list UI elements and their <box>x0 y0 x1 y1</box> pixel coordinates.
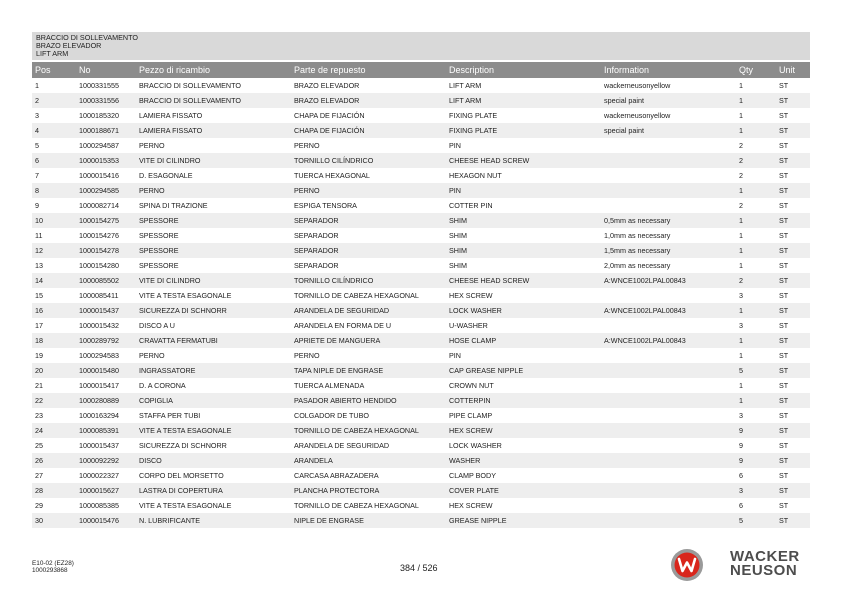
cell-italian-name: LAMIERA FISSATO <box>136 123 291 138</box>
table-header-row <box>32 62 810 78</box>
cell-pos: 9 <box>35 201 39 210</box>
cell-part-number: 1000085385 <box>79 501 119 510</box>
cell-description: HEXAGON NUT <box>449 171 502 180</box>
cell-unit: ST <box>779 351 789 360</box>
cell-description: SHIM <box>446 243 601 258</box>
cell-spanish-name: SEPARADOR <box>294 231 339 240</box>
cell-description: PIPE CLAMP <box>449 411 493 420</box>
cell-part-number: 1000022327 <box>79 471 119 480</box>
cell-qty: 1 <box>739 351 743 360</box>
cell-italian-name: DISCO <box>136 453 291 468</box>
cell-description: PIN <box>449 351 461 360</box>
cell-pos: 4 <box>32 123 76 138</box>
cell-qty: 1 <box>739 111 743 120</box>
cell-spanish-name: PLANCHA PROTECTORA <box>291 483 446 498</box>
table-row <box>32 333 810 348</box>
cell-information: A:WNCE1002LPAL00843 <box>601 333 736 348</box>
cell-spanish-name: PERNO <box>294 351 320 360</box>
cell-description: CAP GREASE NIPPLE <box>446 363 601 378</box>
cell-pos: 21 <box>35 381 43 390</box>
cell-italian-name: SPESSORE <box>136 213 291 228</box>
cell-unit: ST <box>779 441 789 450</box>
cell-italian-name: INGRASSATORE <box>136 363 291 378</box>
cell-qty: 1 <box>739 231 743 240</box>
cell-pos: 16 <box>32 303 76 318</box>
cell-part-number: 1000188671 <box>76 123 136 138</box>
cell-spanish-name: TAPA NIPLE DE ENGRASE <box>291 363 446 378</box>
cell-qty: 9 <box>736 453 776 468</box>
cell-unit: ST <box>776 123 810 138</box>
cell-information <box>601 363 736 378</box>
cell-italian-name: STAFFA PER TUBI <box>139 411 201 420</box>
cell-spanish-name: BRAZO ELEVADOR <box>294 81 360 90</box>
title-spanish: BRAZO ELEVADOR <box>36 41 102 50</box>
cell-part-number: 1000289792 <box>76 333 136 348</box>
table-row <box>32 288 810 303</box>
cell-pos: 30 <box>32 513 76 528</box>
cell-qty: 1 <box>736 243 776 258</box>
cell-spanish-name: CHAPA DE FIJACIÓN <box>294 111 365 120</box>
table-row <box>32 93 810 108</box>
cell-italian-name: SPESSORE <box>139 261 179 270</box>
cell-italian-name: CRAVATTA FERMATUBI <box>136 333 291 348</box>
parts-table-body <box>32 78 810 528</box>
table-row <box>32 243 810 258</box>
cell-pos: 25 <box>35 441 43 450</box>
cell-description: LOCK WASHER <box>446 303 601 318</box>
cell-italian-name: PERNO <box>139 351 165 360</box>
cell-description: HEX SCREW <box>449 501 493 510</box>
table-row <box>32 468 810 483</box>
cell-unit: ST <box>776 453 810 468</box>
cell-spanish-name: TORNILLO DE CABEZA HEXAGONAL <box>291 423 446 438</box>
cell-spanish-name: SEPARADOR <box>291 243 446 258</box>
cell-italian-name: VITE A TESTA ESAGONALE <box>139 501 232 510</box>
cell-part-number: 1000015437 <box>76 303 136 318</box>
cell-pos: 24 <box>32 423 76 438</box>
cell-unit: ST <box>779 261 789 270</box>
cell-spanish-name: PERNO <box>294 141 320 150</box>
table-row <box>32 348 810 363</box>
cell-pos: 8 <box>32 183 76 198</box>
cell-qty: 2 <box>739 171 743 180</box>
cell-pos: 6 <box>32 153 76 168</box>
cell-qty: 6 <box>739 471 743 480</box>
cell-information <box>601 483 736 498</box>
cell-unit: ST <box>779 321 789 330</box>
table-row <box>32 123 810 138</box>
cell-description: COTTER PIN <box>449 201 493 210</box>
cell-unit: ST <box>776 303 810 318</box>
cell-unit: ST <box>779 471 789 480</box>
cell-unit: ST <box>779 501 789 510</box>
table-row <box>32 483 810 498</box>
cell-description: WASHER <box>446 453 601 468</box>
cell-description: CHEESE HEAD SCREW <box>446 153 601 168</box>
cell-part-number: 1000015416 <box>79 171 119 180</box>
cell-qty: 1 <box>736 213 776 228</box>
col-header-unit: Unit <box>776 62 810 78</box>
cell-pos: 20 <box>32 363 76 378</box>
cell-italian-name: DISCO A U <box>139 321 175 330</box>
cell-description: SHIM <box>449 261 467 270</box>
cell-information <box>601 438 736 453</box>
table-row <box>32 168 810 183</box>
cell-information: A:WNCE1002LPAL00843 <box>601 273 736 288</box>
cell-part-number: 1000015480 <box>76 363 136 378</box>
cell-pos: 3 <box>35 111 39 120</box>
cell-italian-name: VITE DI CILINDRO <box>136 153 291 168</box>
cell-italian-name: BRACCIO DI SOLLEVAMENTO <box>139 81 241 90</box>
table-row <box>32 303 810 318</box>
cell-italian-name: SPESSORE <box>136 243 291 258</box>
cell-part-number: 1000015627 <box>76 483 136 498</box>
table-row <box>32 318 810 333</box>
cell-spanish-name: SEPARADOR <box>291 213 446 228</box>
cell-pos: 11 <box>35 231 43 240</box>
cell-qty: 3 <box>739 291 743 300</box>
cell-italian-name: PERNO <box>136 183 291 198</box>
cell-information <box>601 423 736 438</box>
cell-qty: 1 <box>736 123 776 138</box>
cell-description: PIN <box>446 183 601 198</box>
cell-information <box>601 513 736 528</box>
cell-part-number: 1000331556 <box>76 93 136 108</box>
cell-information <box>601 168 736 183</box>
cell-information: 1,0mm as necessary <box>604 231 671 240</box>
cell-unit: ST <box>776 333 810 348</box>
cell-pos: 13 <box>35 261 43 270</box>
cell-qty: 2 <box>739 141 743 150</box>
cell-unit: ST <box>776 513 810 528</box>
cell-information <box>601 393 736 408</box>
cell-information: special paint <box>601 123 736 138</box>
cell-spanish-name: ARANDELA EN FORMA DE U <box>294 321 392 330</box>
cell-unit: ST <box>779 381 789 390</box>
cell-unit: ST <box>776 393 810 408</box>
cell-information <box>601 153 736 168</box>
cell-pos: 5 <box>35 141 39 150</box>
table-row <box>32 138 810 153</box>
cell-information: 0,5mm as necessary <box>601 213 736 228</box>
cell-information <box>601 198 736 213</box>
cell-pos: 22 <box>32 393 76 408</box>
cell-part-number: 1000154275 <box>76 213 136 228</box>
cell-description: HEX SCREW <box>449 291 493 300</box>
cell-qty: 1 <box>739 261 743 270</box>
table-row <box>32 273 810 288</box>
table-row <box>32 423 810 438</box>
table-row <box>32 198 810 213</box>
cell-qty: 3 <box>739 321 743 330</box>
table-row <box>32 183 810 198</box>
cell-qty: 1 <box>736 93 776 108</box>
cell-qty: 9 <box>739 441 743 450</box>
cell-unit: ST <box>776 483 810 498</box>
cell-pos: 18 <box>32 333 76 348</box>
brand-line-2: NEUSON <box>730 562 798 579</box>
cell-italian-name: CORPO DEL MORSETTO <box>139 471 224 480</box>
cell-spanish-name: NIPLE DE ENGRASE <box>291 513 446 528</box>
table-row <box>32 438 810 453</box>
cell-unit: ST <box>779 231 789 240</box>
cell-italian-name: BRACCIO DI SOLLEVAMENTO <box>136 93 291 108</box>
cell-unit: ST <box>776 153 810 168</box>
cell-spanish-name: COLGADOR DE TUBO <box>294 411 369 420</box>
cell-spanish-name: PASADOR ABIERTO HENDIDO <box>291 393 446 408</box>
cell-spanish-name: ARANDELA <box>291 453 446 468</box>
table-row <box>32 108 810 123</box>
cell-pos: 19 <box>35 351 43 360</box>
cell-unit: ST <box>779 291 789 300</box>
cell-pos: 12 <box>32 243 76 258</box>
cell-pos: 2 <box>32 93 76 108</box>
cell-part-number: 1000154276 <box>79 231 119 240</box>
cell-information: wackerneusonyellow <box>604 81 671 90</box>
cell-unit: ST <box>779 201 789 210</box>
cell-unit: ST <box>779 81 789 90</box>
cell-spanish-name: ARANDELA DE SEGURIDAD <box>291 303 446 318</box>
cell-description: U-WASHER <box>449 321 488 330</box>
cell-unit: ST <box>776 183 810 198</box>
cell-part-number: 1000085391 <box>76 423 136 438</box>
cell-spanish-name: CHAPA DE FIJACIÓN <box>291 123 446 138</box>
cell-pos: 1 <box>35 81 39 90</box>
cell-description: CHEESE HEAD SCREW <box>446 273 601 288</box>
cell-qty: 5 <box>736 363 776 378</box>
table-row <box>32 393 810 408</box>
col-header-qty: Qty <box>736 62 776 78</box>
cell-description: HEX SCREW <box>446 423 601 438</box>
cell-spanish-name: CARCASA ABRAZADERA <box>294 471 379 480</box>
cell-pos: 10 <box>32 213 76 228</box>
cell-description: LIFT ARM <box>446 93 601 108</box>
cell-description: LOCK WASHER <box>449 441 502 450</box>
cell-information <box>601 348 736 363</box>
cell-unit: ST <box>779 171 789 180</box>
table-row <box>32 408 810 423</box>
cell-part-number: 1000331555 <box>79 81 119 90</box>
cell-qty: 2 <box>739 201 743 210</box>
cell-spanish-name: ESPIGA TENSORA <box>294 201 357 210</box>
cell-information: 1,5mm as necessary <box>601 243 736 258</box>
cell-unit: ST <box>776 273 810 288</box>
cell-pos: 14 <box>32 273 76 288</box>
cell-qty: 1 <box>739 81 743 90</box>
cell-description: FIXING PLATE <box>446 123 601 138</box>
title-italian: BRACCIO DI SOLLEVAMENTO <box>36 33 138 42</box>
section-title-block <box>32 32 810 60</box>
cell-part-number: 1000154278 <box>76 243 136 258</box>
table-row <box>32 213 810 228</box>
cell-unit: ST <box>779 411 789 420</box>
cell-part-number: 1000085411 <box>79 291 119 300</box>
cell-part-number: 1000163294 <box>79 411 119 420</box>
cell-pos: 15 <box>35 291 43 300</box>
cell-part-number: 1000015476 <box>76 513 136 528</box>
cell-italian-name: SPESSORE <box>139 231 179 240</box>
cell-qty: 1 <box>736 333 776 348</box>
cell-qty: 3 <box>739 411 743 420</box>
cell-qty: 3 <box>736 483 776 498</box>
cell-unit: ST <box>776 243 810 258</box>
cell-information <box>601 408 736 423</box>
cell-qty: 1 <box>736 393 776 408</box>
cell-information: A:WNCE1002LPAL00843 <box>601 303 736 318</box>
cell-spanish-name: TORNILLO DE CABEZA HEXAGONAL <box>294 501 419 510</box>
cell-spanish-name: PERNO <box>291 183 446 198</box>
cell-pos: 17 <box>35 321 43 330</box>
cell-spanish-name: TORNILLO CILÍNDRICO <box>291 273 446 288</box>
cell-description: SHIM <box>446 213 601 228</box>
cell-description: COTTERPIN <box>446 393 601 408</box>
cell-unit: ST <box>776 213 810 228</box>
cell-pos: 23 <box>35 411 43 420</box>
cell-unit: ST <box>776 363 810 378</box>
cell-description: LIFT ARM <box>449 81 482 90</box>
cell-description: SHIM <box>449 231 467 240</box>
footer-doc-number: 1000293868 <box>32 567 68 574</box>
cell-pos: 27 <box>35 471 43 480</box>
wacker-neuson-logo-icon <box>670 548 704 582</box>
parts-table <box>32 62 810 528</box>
cell-information <box>601 498 736 513</box>
cell-part-number: 1000294587 <box>79 141 119 150</box>
table-row <box>32 153 810 168</box>
cell-information <box>601 468 736 483</box>
table-row <box>32 453 810 468</box>
brand-line-1: WACKER <box>730 548 800 565</box>
cell-spanish-name: TUERCA ALMENADA <box>294 381 365 390</box>
cell-description: HOSE CLAMP <box>446 333 601 348</box>
cell-description: PIN <box>449 141 461 150</box>
table-row <box>32 378 810 393</box>
cell-pos: 26 <box>32 453 76 468</box>
title-english: LIFT ARM <box>36 49 69 58</box>
col-header-italian: Pezzo di ricambio <box>136 62 291 78</box>
cell-spanish-name: TORNILLO CILÍNDRICO <box>291 153 446 168</box>
table-row <box>32 258 810 273</box>
cell-qty: 9 <box>736 423 776 438</box>
cell-part-number: 1000015432 <box>79 321 119 330</box>
cell-information <box>601 138 736 153</box>
cell-information <box>601 183 736 198</box>
cell-spanish-name: BRAZO ELEVADOR <box>291 93 446 108</box>
cell-spanish-name: TORNILLO DE CABEZA HEXAGONAL <box>294 291 419 300</box>
cell-pos: 29 <box>35 501 43 510</box>
footer-doc-info <box>32 560 74 574</box>
cell-part-number: 1000294585 <box>76 183 136 198</box>
col-header-description: Description <box>446 62 601 78</box>
cell-italian-name: VITE DI CILINDRO <box>136 273 291 288</box>
page-number: 384 / 526 <box>400 563 438 573</box>
cell-information: special paint <box>601 93 736 108</box>
cell-qty: 5 <box>736 513 776 528</box>
cell-description: CLAMP BODY <box>449 471 496 480</box>
cell-information <box>601 288 736 303</box>
footer-doc-code: E10-02 (EZ28) <box>32 560 74 567</box>
cell-italian-name: VITE A TESTA ESAGONALE <box>136 423 291 438</box>
col-header-pos: Pos <box>32 62 76 78</box>
cell-italian-name: COPIGLIA <box>136 393 291 408</box>
cell-spanish-name: TUERCA HEXAGONAL <box>294 171 370 180</box>
cell-qty: 6 <box>739 501 743 510</box>
cell-italian-name: D. ESAGONALE <box>139 171 193 180</box>
cell-information <box>601 378 736 393</box>
cell-part-number: 1000082714 <box>79 201 119 210</box>
cell-italian-name: LASTRA DI COPERTURA <box>136 483 291 498</box>
cell-italian-name: SICUREZZA DI SCHNORR <box>139 441 227 450</box>
col-header-spanish: Parte de repuesto <box>291 62 446 78</box>
cell-italian-name: SICUREZZA DI SCHNORR <box>136 303 291 318</box>
table-row <box>32 513 810 528</box>
cell-description: FIXING PLATE <box>449 111 498 120</box>
table-row <box>32 78 810 93</box>
cell-qty: 1 <box>739 381 743 390</box>
cell-italian-name: LAMIERA FISSATO <box>139 111 203 120</box>
cell-qty: 2 <box>736 273 776 288</box>
cell-part-number: 1000092292 <box>76 453 136 468</box>
col-header-information: Information <box>601 62 736 78</box>
cell-unit: ST <box>776 423 810 438</box>
cell-italian-name: PERNO <box>139 141 165 150</box>
cell-description: COVER PLATE <box>446 483 601 498</box>
cell-part-number: 1000015417 <box>79 381 119 390</box>
cell-pos: 28 <box>32 483 76 498</box>
cell-unit: ST <box>776 93 810 108</box>
cell-italian-name: VITE A TESTA ESAGONALE <box>139 291 232 300</box>
cell-part-number: 1000015353 <box>76 153 136 168</box>
cell-information: wackerneusonyellow <box>604 111 671 120</box>
cell-description: CROWN NUT <box>449 381 494 390</box>
cell-pos: 7 <box>35 171 39 180</box>
cell-spanish-name: SEPARADOR <box>294 261 339 270</box>
cell-italian-name: D. A CORONA <box>139 381 186 390</box>
cell-part-number: 1000185320 <box>79 111 119 120</box>
table-row <box>32 498 810 513</box>
cell-part-number: 1000085502 <box>76 273 136 288</box>
cell-unit: ST <box>779 141 789 150</box>
cell-part-number: 1000294583 <box>79 351 119 360</box>
cell-unit: ST <box>779 111 789 120</box>
col-header-no: No <box>76 62 136 78</box>
table-row <box>32 363 810 378</box>
cell-qty: 2 <box>736 153 776 168</box>
cell-qty: 1 <box>736 183 776 198</box>
cell-part-number: 1000280889 <box>76 393 136 408</box>
cell-part-number: 1000154280 <box>79 261 119 270</box>
cell-italian-name: N. LUBRIFICANTE <box>136 513 291 528</box>
cell-information <box>601 318 736 333</box>
cell-italian-name: SPINA DI TRAZIONE <box>139 201 208 210</box>
cell-information <box>601 453 736 468</box>
cell-information: 2,0mm as necessary <box>604 261 671 270</box>
cell-description: GREASE NIPPLE <box>446 513 601 528</box>
cell-spanish-name: APRIETE DE MANGUERA <box>291 333 446 348</box>
cell-qty: 1 <box>736 303 776 318</box>
cell-part-number: 1000015437 <box>79 441 119 450</box>
table-row <box>32 228 810 243</box>
cell-spanish-name: ARANDELA DE SEGURIDAD <box>294 441 390 450</box>
brand-wordmark <box>730 550 800 578</box>
